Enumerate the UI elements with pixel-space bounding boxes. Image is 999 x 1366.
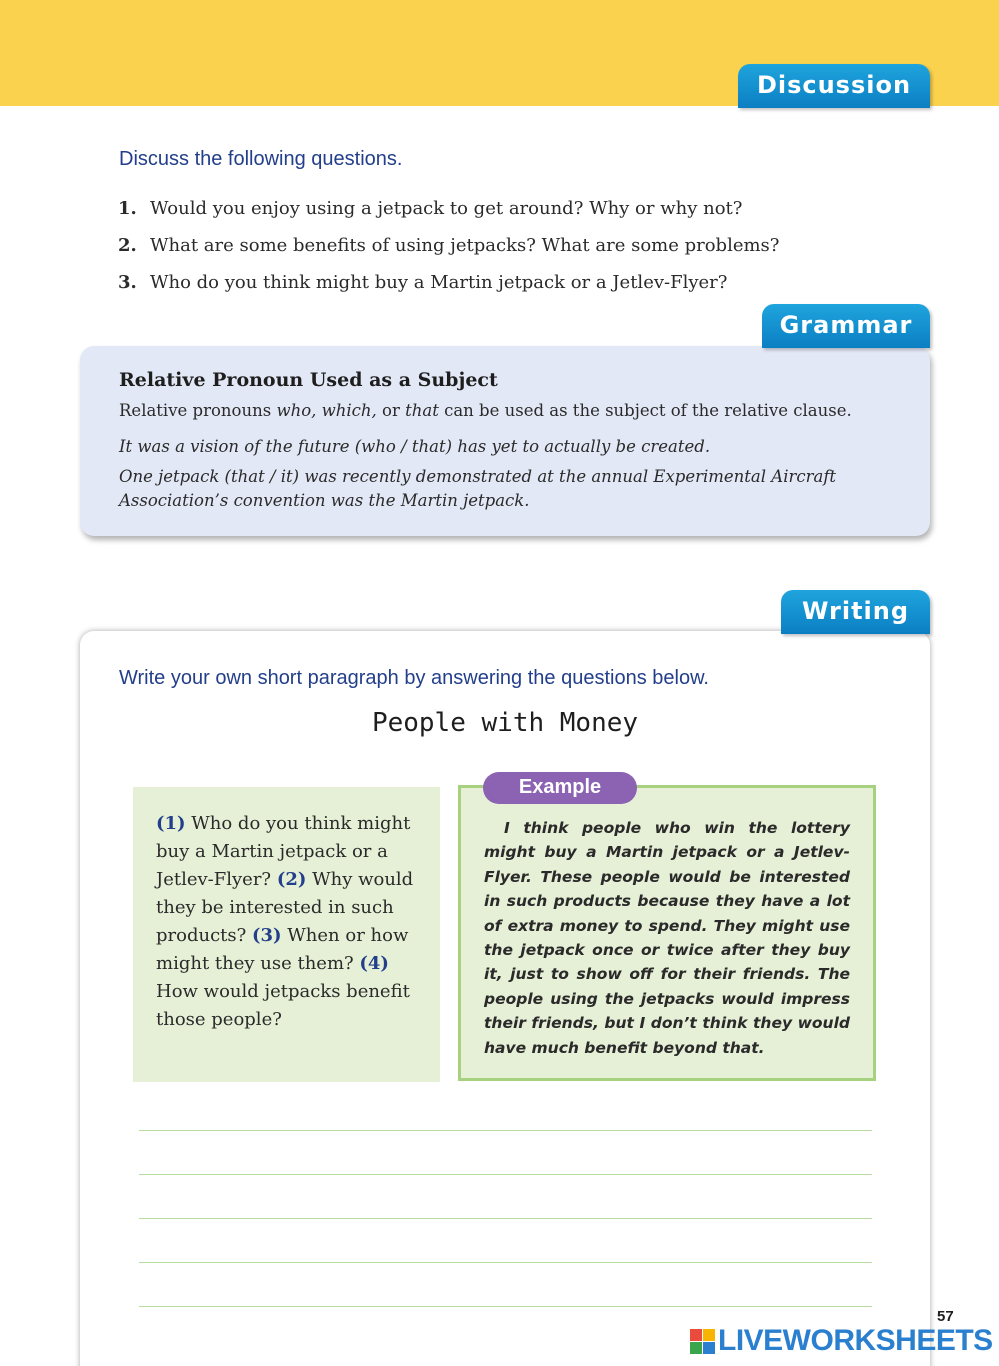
- grammar-example-2: One jetpack (that / it) was recently demonstrated at the annual Experimental Aircraft Association’s convention was the Martin jetpack.: [119, 467, 837, 510]
- writing-line[interactable]: [139, 1306, 872, 1307]
- discussion-question-list: [118, 190, 918, 301]
- writing-instruction: Write your own short paragraph by answering the questions below.: [119, 667, 709, 689]
- page-number: 57: [937, 1308, 954, 1325]
- question-number: 2.: [118, 235, 137, 256]
- discussion-instruction: Discuss the following questions.: [119, 148, 403, 170]
- discussion-question: [118, 264, 918, 301]
- writing-line[interactable]: [139, 1262, 872, 1263]
- grammar-rule: Relative pronouns who, which, or that can be used as the subject of the relative clause.: [119, 401, 852, 420]
- question-text: What are some benefits of using jetpacks? What are some problems?: [150, 235, 780, 256]
- example-label: Example: [483, 772, 637, 804]
- question-number: 3.: [118, 272, 137, 293]
- liveworksheets-brand[interactable]: [690, 1322, 993, 1360]
- liveworksheets-logo-icon: [690, 1329, 715, 1354]
- writing-line[interactable]: [139, 1130, 872, 1131]
- writing-line[interactable]: [139, 1218, 872, 1219]
- discussion-tab: Discussion: [738, 64, 930, 108]
- brand-name: LIVEWORKSHEETS: [718, 1324, 993, 1357]
- example-paragraph: I think people who win the lottery might buy a Martin jetpack or a Jetlev-Flyer. These people would be interested in such products because they have a lot of extra money to spend. They might use the jetpack once or twice after they buy it, just to show off for their friends. The people using the jetpacks would impress their friends, but I don’t think they would have much benefit beyond that.: [484, 819, 850, 1057]
- question-text: Would you enjoy using a jetpack to get around? Why or why not?: [150, 198, 743, 219]
- question-number: 1.: [118, 198, 137, 219]
- writing-tab: Writing: [781, 590, 930, 634]
- prompt-questions: (1) Who do you think might buy a Martin jetpack or a Jetlev-Flyer? (2) Why would they be interested in such products? (3) When or how might they use them? (4) How would jetpacks benefit those people?: [156, 813, 414, 1030]
- writing-line[interactable]: [139, 1174, 872, 1175]
- grammar-tab: Grammar: [762, 304, 930, 348]
- grammar-title: Relative Pronoun Used as a Subject: [119, 369, 498, 391]
- grammar-example-1: It was a vision of the future (who / that) has yet to actually be created.: [119, 437, 711, 456]
- question-text: Who do you think might buy a Martin jetpack or a Jetlev-Flyer?: [150, 272, 728, 293]
- discussion-question: [118, 190, 918, 227]
- writing-heading: People with Money: [371, 708, 639, 738]
- discussion-question: [118, 227, 918, 264]
